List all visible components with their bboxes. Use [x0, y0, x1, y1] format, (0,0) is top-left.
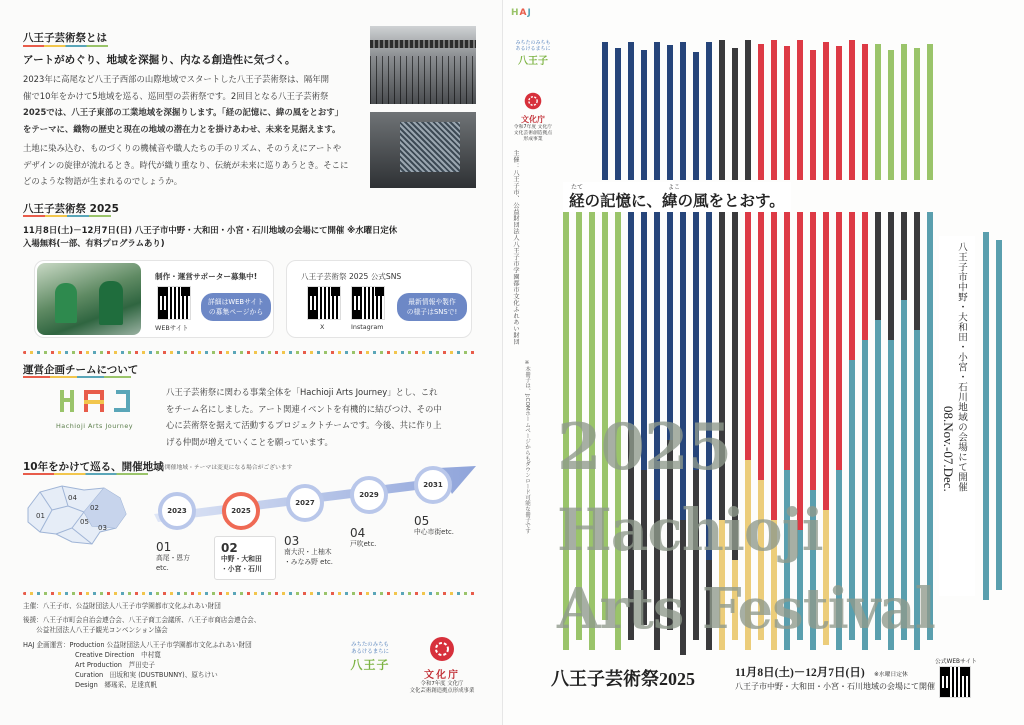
weave-stripe — [628, 42, 634, 180]
dotted-divider — [23, 592, 475, 595]
region-name: ・小宮・石川 — [221, 564, 262, 573]
weave-stripe — [771, 40, 777, 180]
region-map — [22, 480, 134, 550]
big-hachioji: Hachioji — [557, 496, 823, 564]
about-title: 八王子芸術祭とは — [23, 32, 107, 44]
year-2031: 2031 — [414, 466, 452, 504]
weave-stripe — [836, 46, 842, 180]
region-number: 02 — [221, 541, 238, 555]
weave-stripe — [758, 212, 764, 480]
about-line: デザインの旋律が流れるとき。時代が織り重なり、伝統が未来に巡りあうとき。そこに — [23, 159, 349, 170]
weave-stripe — [914, 48, 920, 180]
bunkacho-sub: 形成事業 — [523, 137, 543, 142]
bunkacho-sub: 令和7年度 文化庁 — [420, 681, 464, 687]
festival-title-underline — [23, 215, 111, 217]
city-logo-name: 八王子 — [350, 658, 390, 672]
weave-stripe — [784, 212, 790, 470]
weave-stripe — [719, 40, 725, 180]
team-title-underline — [23, 376, 131, 378]
haj-logo-mark — [56, 386, 136, 416]
theme-ruby-yoko: よこ — [668, 185, 681, 191]
weave-stripe — [758, 44, 764, 180]
weave-stripe — [983, 232, 989, 600]
pill-line: の募集ページから — [208, 308, 264, 316]
footer-dates: 11月8日(土)－12月7日(日) — [735, 667, 865, 679]
weave-stripe — [823, 42, 829, 180]
weave-stripe — [693, 52, 699, 180]
bunkacho-mark-icon — [524, 92, 542, 110]
weave-stripe — [823, 212, 829, 510]
region-name: etc. — [156, 563, 169, 572]
about-line: どのような物語が生まれるのでしょうか。 — [23, 176, 183, 187]
credits-role: Design 郷瑤采、足達真帆 — [75, 681, 158, 690]
team-line: げる仲間が増えていくことを願っています。 — [166, 436, 333, 447]
weave-stripe — [901, 44, 907, 180]
bunkacho-mark-icon — [429, 636, 455, 662]
weave-stripe — [901, 212, 907, 300]
supporter-pill[interactable] — [201, 293, 271, 321]
about-line: 催で10年をかけて5地域を巡る、巡回型の芸術祭です。2回目となる八王子芸術祭 — [23, 90, 329, 101]
credits-support: 公益社団法人八王子観光コンベンション協会 — [23, 626, 168, 635]
weave-stripe — [628, 212, 634, 430]
region-number: 01 — [156, 540, 172, 554]
vertical-dates: 08.Nov.-07.Dec. — [941, 406, 956, 492]
weave-stripe — [771, 212, 777, 520]
weave-stripe — [875, 212, 881, 320]
region-03 — [284, 534, 346, 567]
bunkacho-sub: 文化芸術創造拠点形成事業 — [409, 688, 475, 694]
map-label: 05 — [80, 518, 89, 526]
left-page — [0, 0, 502, 725]
region-05 — [414, 514, 470, 538]
weave-stripe — [745, 212, 751, 460]
footer-closed: ※水曜日定休 — [874, 672, 908, 678]
credits-haj: HAJ 企画運営：Production 公益財団法人八王子市学園都市文化ふれあい財団 — [23, 640, 252, 649]
bunkacho-name: 文化庁 — [424, 670, 460, 681]
big-year: 2025 — [557, 410, 732, 485]
regions-note: ※開催地域・テーマは変更になる場合がございます — [160, 465, 293, 471]
map-label: 03 — [98, 524, 107, 532]
region-name: 戸吹etc. — [350, 540, 377, 548]
weave-stripe — [914, 212, 920, 330]
pill-line: 最新情報や製作 — [408, 298, 456, 306]
big-arts-festival: Arts Festival — [557, 576, 935, 642]
weave-stripe — [667, 212, 673, 440]
weave-stripe — [680, 42, 686, 180]
region-name: 高尾・恩方 — [156, 554, 190, 562]
credits-role: Creative Direction 中村寛 — [75, 650, 161, 659]
festival-title: 八王子芸術祭 2025 — [23, 203, 119, 215]
weave-stripe — [784, 46, 790, 180]
region-number: 04 — [350, 526, 366, 540]
team-text — [166, 384, 476, 450]
web-label: 公式WEBサイト — [935, 659, 977, 665]
sns-title: 八王子芸術祭 2025 公式SNS — [301, 272, 402, 281]
weave-stripe — [654, 42, 660, 180]
city-logo-line: あるけるまちに — [515, 46, 551, 52]
region-number: 03 — [284, 534, 300, 548]
x-qr-code[interactable] — [307, 286, 341, 320]
weave-stripe — [732, 48, 738, 180]
year-2023: 2023 — [158, 492, 196, 530]
weave-stripe — [706, 42, 712, 180]
weave-stripe — [862, 44, 868, 180]
weave-stripe — [996, 240, 1002, 590]
bunkacho-sub: 令和7年度 文化庁 — [513, 125, 553, 130]
about-line: 2025では、八王子東部の工業地域を深掘りします。「経の記憶に、緯の風をとおす」 — [23, 107, 343, 118]
theme-text: 経の記憶に、緯の風をとおす。 — [569, 193, 785, 210]
weave-stripe — [797, 212, 803, 530]
region-number: 05 — [414, 514, 430, 528]
weave-stripe — [810, 212, 816, 490]
weave-stripe — [797, 40, 803, 180]
loom-photo-2 — [370, 112, 476, 188]
cover-page — [502, 0, 1024, 725]
website-qr-code[interactable] — [939, 666, 971, 698]
festival-dates: 11月8日(土)－12月7日(日) 八王子市中野・大和田・小宮・石川地域の会場にて開催 ※水曜日定休 — [23, 225, 398, 235]
pill-line: 詳細はWEBサイト — [208, 298, 264, 306]
weave-stripe — [849, 212, 855, 360]
instagram-qr-code[interactable] — [351, 286, 385, 320]
region-01 — [156, 540, 214, 573]
map-label: 02 — [90, 504, 99, 512]
weave-stripe — [836, 212, 842, 470]
map-label: 04 — [68, 494, 77, 502]
bunkacho-name: 文化庁 — [521, 115, 545, 124]
weave-stripe — [849, 40, 855, 180]
theme-ruby-tate: たて — [571, 185, 584, 191]
about-line: 土地に染み込む、ものづくりの機械音や職人たちの手のリズム、そのうえにアートや — [23, 143, 342, 153]
region-name: 南大沢・上柚木 — [284, 548, 332, 556]
about-paragraph-2 — [23, 140, 363, 190]
about-line: をテーマに、織物の歴史と現在の地域の潜在力とを掛けあわせ、未来を見据えます。 — [23, 123, 341, 134]
footer-title: 八王子芸術祭2025 — [551, 669, 695, 689]
cover-city-logo — [511, 40, 555, 67]
supporter-photo — [37, 263, 141, 335]
about-lead: アートがめぐり、地域を深掘り、内なる創造性に気づく。 — [23, 54, 296, 66]
weave-stripe — [745, 40, 751, 180]
vertical-credits: 主催：八王子市、公益財団法人八王子市学園都市文化ふれあい財団 — [512, 150, 519, 345]
weave-stripe — [810, 50, 816, 180]
credits-support: 後援：八王子市町会自治会連合会、八王子商工会議所、八王子市商店会連合会、 — [23, 616, 261, 625]
festival-admission: 入場無料(一部、有料プログラムあり) — [23, 238, 165, 248]
supporter-title: 制作・運営サポーター募集中! — [155, 272, 258, 281]
city-logo-line: あるけるまちに — [351, 649, 389, 655]
supporter-qr-code[interactable] — [157, 286, 191, 320]
regions-title: 10年をかけて巡る、開催地域 — [23, 461, 164, 473]
region-02 — [214, 536, 276, 580]
about-paragraph-1 — [23, 71, 363, 137]
haj-logo — [56, 386, 136, 434]
weave-stripe — [641, 50, 647, 180]
credits-role: Curation 田坂和実 (DUSTBUNNY)、原ちけい — [75, 671, 218, 680]
year-2029: 2029 — [350, 476, 388, 514]
person-shape — [99, 281, 123, 325]
city-logo-line: みちたのみちも — [515, 40, 551, 46]
regions-title-underline — [23, 473, 148, 475]
weave-stripe — [927, 44, 933, 180]
cover-bunkacho-logo — [509, 92, 557, 143]
bunkacho-sub: 文化芸術創造拠点 — [513, 131, 553, 136]
person-shape — [55, 283, 77, 323]
weave-stripe — [875, 44, 881, 180]
about-line: 2023年に高尾など八王子西部の山際地域でスタートした八王子芸術祭は、隔年開 — [23, 74, 330, 84]
year-2025: 2025 — [222, 492, 260, 530]
bunkacho-logo — [404, 636, 480, 695]
map-label: 01 — [36, 512, 45, 520]
footer-place: 八王子市中野・大和田・小宮・石川地域の会場にて開催 — [735, 682, 935, 691]
credits-organizer: 主催：八王子市、公益財団法人八王子市学園都市文化ふれあい財団 — [23, 602, 221, 610]
weave-stripe — [667, 45, 673, 180]
x-label: X — [320, 323, 325, 331]
about-title-underline — [23, 45, 108, 47]
weave-stripe — [602, 42, 608, 180]
vertical-note: ※本冊子は、J:COMホームページからもダウンロード可能な冊子です — [524, 360, 530, 534]
loom-thread — [370, 40, 476, 48]
region-name: 中心市街etc. — [414, 528, 454, 536]
region-04 — [350, 526, 406, 550]
haj-logo-sub: Hachioji Arts Journey — [56, 422, 134, 430]
team-title: 運営企画チームについて — [23, 364, 139, 376]
loom-fabric — [400, 122, 460, 172]
sns-card — [286, 260, 472, 338]
loom-photo-1 — [370, 26, 476, 104]
sns-pill[interactable] — [397, 293, 467, 321]
pill-line: の様子はSNSで! — [406, 308, 458, 316]
weave-stripe — [888, 50, 894, 180]
city-logo-line: みちたのみちも — [351, 642, 389, 648]
weave-stripe — [888, 212, 894, 340]
year-2027: 2027 — [286, 484, 324, 522]
team-line: をチーム名にしました。アート関連イベントを有機的に結びつけ、その中 — [166, 403, 442, 414]
city-logo-name: 八王子 — [518, 56, 548, 67]
credits-role: Art Production 芦田史子 — [75, 661, 155, 670]
region-name: 中野・大和田 — [221, 555, 262, 563]
instagram-label: Instagram — [351, 323, 384, 331]
theme-box — [563, 182, 791, 212]
loom-threads — [370, 56, 476, 104]
supporter-card — [34, 260, 274, 338]
team-line: 八王子芸術祭に関わる事業全体を「Hachioji Arts Journey」とし、これ — [166, 387, 438, 397]
weave-stripe — [862, 212, 868, 340]
city-logo — [340, 642, 400, 673]
supporter-web-label: WEBサイト — [155, 324, 189, 332]
dotted-divider — [23, 351, 475, 354]
vertical-place: 八王子市中野・大和田・小宮・石川地域の会場にて開催 — [956, 242, 966, 492]
region-name: ・みなみ野 etc. — [284, 557, 333, 566]
haj-mark: HAJ — [511, 8, 532, 18]
team-line: 心に芸術祭を据えて活動するプロジェクトチームです。今後、共に作り上 — [166, 420, 442, 431]
vertical-info-box — [939, 236, 975, 596]
weave-stripe — [615, 48, 621, 180]
